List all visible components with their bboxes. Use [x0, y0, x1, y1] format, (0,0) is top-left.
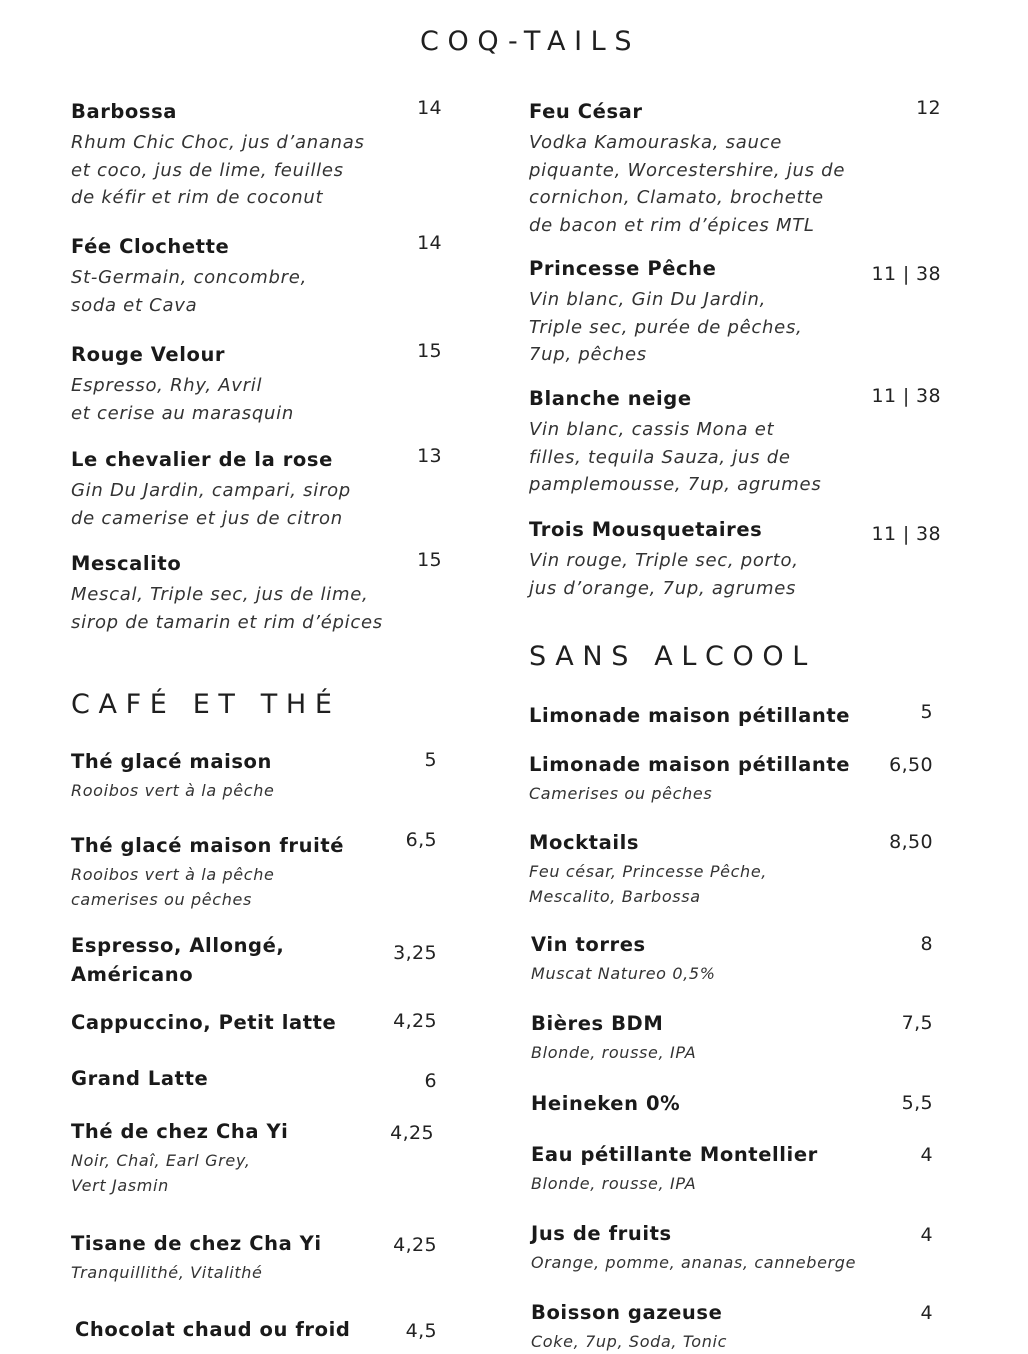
item-description: Camerises ou pêches	[529, 784, 713, 803]
item-description: Vin blanc, cassis Mona et	[529, 419, 775, 440]
menu-item-the-glace-maison-0	[71, 749, 275, 803]
item-name: Eau pétillante Montellier	[531, 1143, 818, 1166]
item-description: de camerise et jus de citron	[71, 507, 343, 529]
item-description: Noir, Chaî, Earl Grey,	[71, 1151, 251, 1170]
item-name: Fée Clochette	[71, 235, 230, 258]
item-description: et coco, jus de lime, feuilles	[71, 159, 344, 181]
item-price: 5,5	[901, 1092, 933, 1114]
item-name: Grand Latte	[71, 1067, 209, 1090]
menu-item-eau-petillante-montellier-6	[531, 1142, 818, 1196]
item-name: Heineken 0%	[531, 1092, 681, 1115]
menu-item-bieres-bdm-4	[531, 1011, 696, 1065]
menu-item-fee-clochette-1	[71, 234, 307, 319]
item-price: 14	[417, 232, 442, 254]
item-name: Vin torres	[531, 933, 646, 956]
menu-item-the-glace-maison-fruite-1	[71, 833, 344, 912]
item-price: 12	[916, 97, 941, 119]
menu-item-feu-cesar-5	[529, 99, 845, 239]
item-description: Vin rouge, Triple sec, porto,	[529, 550, 799, 571]
item-description: Gin Du Jardin, campari, sirop	[71, 480, 351, 501]
menu-item-grand-latte-4	[71, 1066, 208, 1092]
item-name: Boisson gazeuse	[531, 1301, 723, 1324]
item-price: 5	[424, 749, 437, 771]
item-name: Limonade maison pétillante	[529, 753, 851, 776]
item-description: et cerise au marasquin	[71, 402, 295, 424]
item-price: 4,25	[393, 1234, 437, 1256]
item-description: Blonde, rousse, IPA	[531, 1174, 697, 1193]
item-name: Chocolat chaud ou froid	[75, 1318, 351, 1341]
item-name: Trois Mousquetaires	[529, 518, 763, 541]
item-price: 14	[417, 97, 442, 119]
item-description: pamplemousse, 7up, agrumes	[529, 474, 822, 495]
menu-item-trois-mousquetaires-8	[529, 517, 799, 602]
section-title-sans-alcool: SANS ALCOOL	[529, 641, 816, 672]
item-name: Bières BDM	[531, 1012, 664, 1035]
item-name: Espresso, Allongé,	[71, 934, 285, 957]
item-price: 4	[920, 1224, 933, 1246]
menu-item-jus-de-fruits-7	[531, 1221, 856, 1275]
menu-item-rouge-velour-2	[71, 342, 294, 427]
item-price: 11 | 38	[871, 263, 941, 285]
item-description: Orange, pomme, ananas, canneberge	[531, 1253, 857, 1272]
item-description: Vin blanc, Gin Du Jardin,	[529, 289, 767, 310]
item-description: jus d’orange, 7up, agrumes	[529, 577, 797, 599]
item-description: St-Germain, concombre,	[71, 267, 308, 288]
item-description: Vert Jasmin	[71, 1176, 169, 1195]
item-price: 4,25	[390, 1122, 434, 1144]
item-description: Blonde, rousse, IPA	[531, 1043, 697, 1062]
item-price: 4	[920, 1302, 933, 1324]
menu-item-heineken-0-5	[531, 1091, 680, 1117]
item-description: Rooibos vert à la pêche	[71, 865, 275, 884]
item-description: Coke, 7up, Soda, Tonic	[531, 1332, 728, 1351]
item-description: Mescal, Triple sec, jus de lime,	[71, 584, 369, 605]
item-description: Rooibos vert à la pêche	[71, 781, 275, 800]
menu-item-blanche-neige-7	[529, 386, 821, 499]
menu-item-barbossa-0	[71, 99, 365, 212]
item-description: Muscat Natureo 0,5%	[531, 964, 716, 983]
menu-item-espresso-allonge-americano-2	[71, 931, 284, 989]
item-name: Feu César	[529, 100, 643, 123]
item-name: Thé glacé maison	[71, 750, 272, 773]
item-description: camerises ou pêches	[71, 890, 252, 909]
item-price: 11 | 38	[871, 523, 941, 545]
section-title-cafe-the: CAFÉ ET THÉ	[71, 689, 341, 720]
item-name: Thé de chez Cha Yi	[71, 1120, 289, 1143]
item-price: 15	[417, 340, 442, 362]
menu-item-chocolat-chaud-ou-froid-7	[75, 1317, 350, 1343]
item-name: Cappuccino, Petit latte	[71, 1011, 337, 1034]
section-title-cocktails: COQ-TAILS	[420, 26, 641, 57]
item-price: 8,50	[889, 831, 933, 853]
item-description: Espresso, Rhy, Avril	[71, 375, 263, 396]
item-price: 6	[424, 1070, 437, 1092]
item-name: Thé glacé maison fruité	[71, 834, 345, 857]
item-description: 7up, pêches	[529, 344, 647, 365]
menu-item-tisane-de-chez-cha-yi-6	[71, 1231, 322, 1285]
item-name: Rouge Velour	[71, 343, 226, 366]
item-description: de kéfir et rim de coconut	[71, 187, 324, 208]
item-description: Rhum Chic Choc, jus d’ananas	[71, 132, 365, 153]
item-price: 6,5	[405, 829, 437, 851]
item-price: 8	[920, 933, 933, 955]
item-description: de bacon et rim d’épices MTL	[529, 214, 815, 236]
item-name: Américano	[71, 963, 194, 986]
menu-item-boisson-gazeuse-8	[531, 1300, 727, 1354]
item-price: 4,5	[405, 1320, 437, 1342]
menu-item-limonade-maison-petillante-1	[529, 752, 850, 806]
item-name: Jus de fruits	[531, 1222, 672, 1245]
item-price: 4	[920, 1144, 933, 1166]
item-name: Barbossa	[71, 100, 178, 123]
item-price: 15	[417, 549, 442, 571]
item-name: Blanche neige	[529, 387, 692, 410]
menu-item-le-chevalier-de-la-rose-3	[71, 447, 351, 532]
item-description: Triple sec, purée de pêches,	[529, 316, 803, 338]
item-description: Mescalito, Barbossa	[529, 887, 701, 906]
item-description: Vodka Kamouraska, sauce	[529, 132, 783, 153]
item-name: Mescalito	[71, 552, 182, 575]
menu-item-princesse-peche-6	[529, 256, 802, 369]
item-description: cornichon, Clamato, brochette	[529, 187, 824, 208]
menu-item-the-de-chez-cha-yi-5	[71, 1119, 288, 1198]
menu-item-cappuccino-petit-latte-3	[71, 1010, 336, 1036]
item-description: Feu césar, Princesse Pêche,	[529, 862, 768, 881]
item-name: Princesse Pêche	[529, 257, 717, 280]
item-description: piquante, Worcestershire, jus de	[529, 159, 846, 181]
item-price: 13	[417, 445, 442, 467]
menu-item-mocktails-2	[529, 830, 767, 909]
item-name: Le chevalier de la rose	[71, 448, 333, 471]
item-description: sirop de tamarin et rim d’épices	[71, 611, 383, 633]
item-price: 3,25	[393, 942, 437, 964]
item-price: 4,25	[393, 1010, 437, 1032]
item-name: Mocktails	[529, 831, 640, 854]
item-price: 6,50	[889, 754, 933, 776]
item-name: Limonade maison pétillante	[529, 704, 851, 727]
item-description: soda et Cava	[71, 294, 198, 316]
menu-item-mescalito-4	[71, 551, 383, 636]
item-description: filles, tequila Sauza, jus de	[529, 446, 791, 468]
item-price: 7,5	[901, 1012, 933, 1034]
item-price: 11 | 38	[871, 385, 941, 407]
item-price: 5	[920, 701, 933, 723]
item-description: Tranquillithé, Vitalithé	[71, 1263, 263, 1282]
menu-item-limonade-maison-petillante-0	[529, 703, 850, 729]
item-name: Tisane de chez Cha Yi	[71, 1232, 322, 1255]
menu-item-vin-torres-3	[531, 932, 716, 986]
